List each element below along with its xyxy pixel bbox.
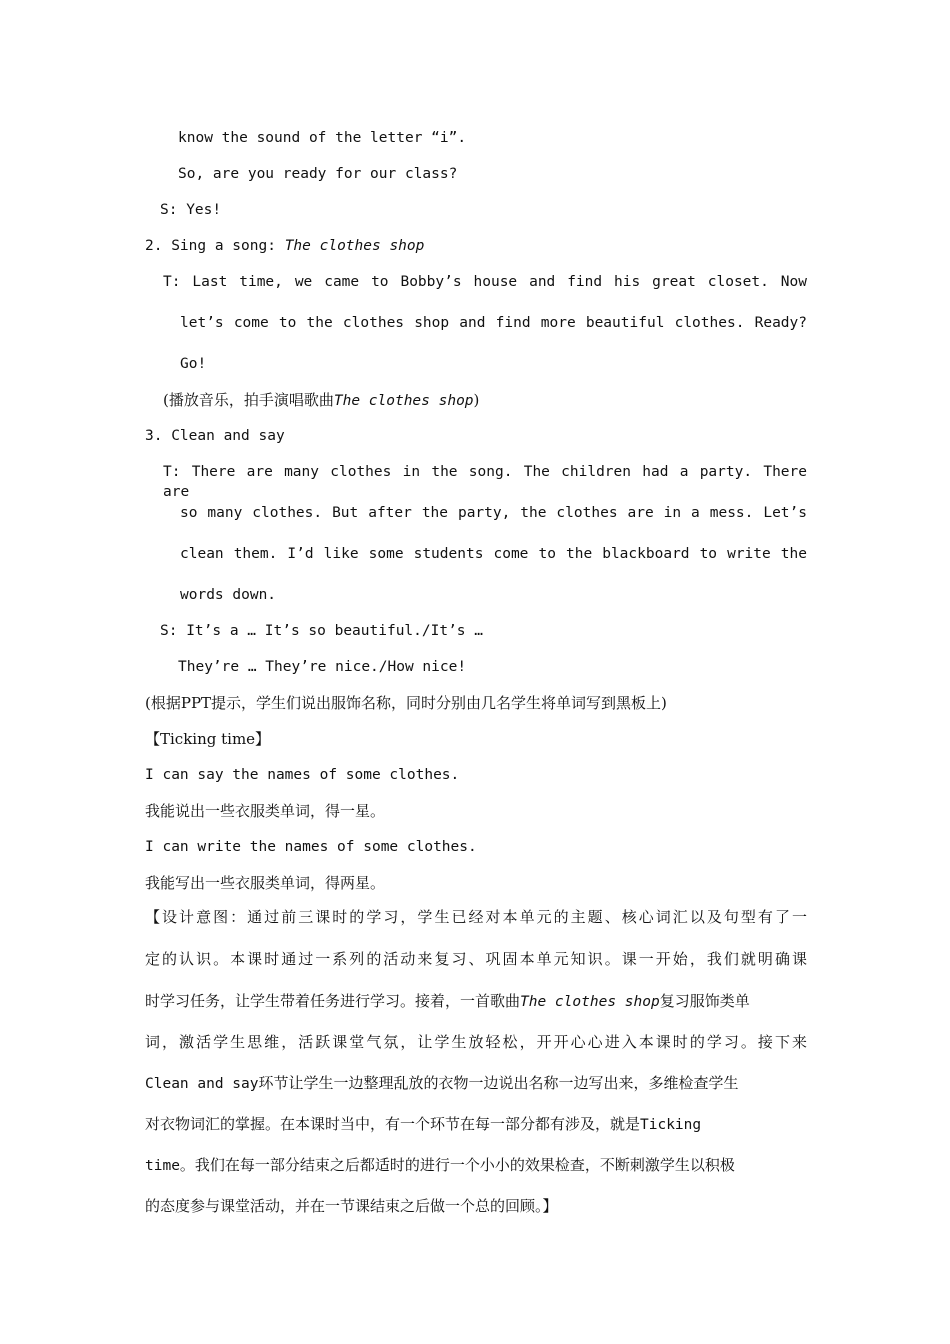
paragraph-line-box bbox=[163, 272, 807, 292]
text-line: So, are you ready for our class? bbox=[178, 166, 458, 182]
design-text: Clean and say bbox=[145, 1076, 259, 1092]
text-line: let’s come to the clothes shop and find more beautiful clothes. Ready? bbox=[180, 315, 807, 331]
design-text: 时学习任务，让学生带着任务进行学习。接着，一首歌曲 bbox=[145, 992, 521, 1010]
design-intent-line bbox=[145, 991, 750, 1012]
paragraph-line-box bbox=[163, 462, 807, 500]
song-title: The clothes shop bbox=[333, 393, 474, 409]
design-text: time bbox=[145, 1158, 180, 1174]
text-line: know the sound of the letter “i”. bbox=[178, 130, 467, 146]
text-line: 我能写出一些衣服类单词，得两星。 bbox=[145, 874, 386, 892]
section-heading: 3. Clean and say bbox=[145, 428, 285, 444]
text-line: so many clothes. But after the party, the clothes are in a mess. Let’s bbox=[180, 505, 807, 521]
text-line: clean them. I’d like some students come to the blackboard to write the bbox=[180, 546, 807, 562]
text-line: They’re … They’re nice./How nice! bbox=[178, 659, 467, 675]
design-intent-line-box bbox=[145, 907, 807, 927]
design-intent-line: 词，激活学生思维，活跃课堂气氛，让学生放轻松，开开心心进入本课时的学习。接下来 bbox=[145, 1033, 807, 1051]
design-intent-line bbox=[145, 1073, 739, 1094]
text-line: 我能说出一些衣服类单词，得一星。 bbox=[145, 802, 386, 820]
annotation-text: ) bbox=[473, 391, 480, 409]
design-text: 对衣物词汇的掌握。在本课时当中，有一个环节在每一部分都有涉及，就是 bbox=[145, 1115, 641, 1133]
design-intent-line: 【设计意图：通过前三课时的学习，学生已经对本单元的主题、核心词汇以及句型有了一 bbox=[145, 908, 807, 926]
text-line: Go! bbox=[180, 356, 207, 372]
design-text: 复习服饰类单 bbox=[659, 992, 750, 1010]
section-heading bbox=[145, 236, 424, 256]
heading-text: 2. Sing a song: bbox=[145, 238, 285, 254]
design-intent-line: 定的认识。本课时通过一系列的活动来复习、巩固本单元知识。课一开始，我们就明确课 bbox=[145, 950, 807, 968]
design-text: 环节让学生一边整理乱放的衣物一边说出名称一边写出来，多维检查学生 bbox=[258, 1074, 739, 1092]
paragraph-line-box bbox=[180, 503, 807, 523]
design-intent-line-box bbox=[145, 1032, 807, 1052]
ticking-time-heading: 【Ticking time】 bbox=[145, 730, 271, 748]
text-line: T: There are many clothes in the song. The children had a party. There are bbox=[163, 464, 807, 500]
design-text: Ticking bbox=[640, 1117, 702, 1133]
annotation-line: (根据PPT提示，学生们说出服饰名称，同时分别由几名学生将单词写到黑板上) bbox=[145, 694, 667, 712]
annotation-text: (播放音乐，拍手演唱歌曲 bbox=[163, 391, 334, 409]
song-title: The clothes shop bbox=[284, 238, 425, 254]
text-line: I can write the names of some clothes. bbox=[145, 839, 477, 855]
text-line: I can say the names of some clothes. bbox=[145, 767, 460, 783]
annotation-line bbox=[163, 390, 479, 411]
design-text: 。我们在每一部分结束之后都适时的进行一个小小的效果检查，不断刺激学生以积极 bbox=[179, 1156, 735, 1174]
text-line: T: Last time, we came to Bobby’s house and find his great closet. Now bbox=[163, 274, 807, 290]
song-title: The clothes shop bbox=[520, 994, 660, 1010]
paragraph-line-box bbox=[180, 313, 807, 333]
design-intent-line bbox=[145, 1155, 735, 1176]
design-intent-line: 的态度参与课堂活动，并在一节课结束之后做一个总的回顾。】 bbox=[145, 1197, 558, 1215]
paragraph-line-box bbox=[180, 544, 807, 564]
design-intent-line-box bbox=[145, 949, 807, 969]
text-line: S: Yes! bbox=[160, 202, 222, 218]
text-line: words down. bbox=[180, 587, 277, 603]
design-intent-line bbox=[145, 1114, 701, 1135]
text-line: S: It’s a … It’s so beautiful./It’s … bbox=[160, 623, 484, 639]
